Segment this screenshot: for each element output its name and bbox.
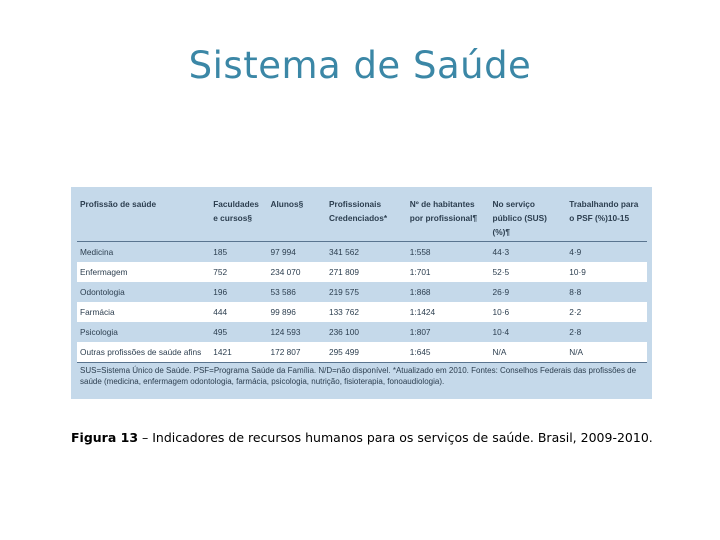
cell-inhabitants: 1:558 <box>407 242 490 263</box>
header-inhabitants-per-professional: Nº de habitantes por profissional¶ <box>409 199 478 223</box>
cell-psf: 10·9 <box>566 262 647 282</box>
header-psf: Trabalhando para o PSF (%)10-15 <box>569 199 639 223</box>
cell-psf: 2·8 <box>566 322 647 342</box>
table-header-row <box>77 191 647 242</box>
cell-profession: Enfermagem <box>77 262 210 282</box>
header-public-service: No serviço público (SUS) (%)¶ <box>492 199 547 237</box>
cell-faculties: 752 <box>210 262 267 282</box>
cell-credentialed: 341 562 <box>326 242 407 263</box>
table-row <box>77 262 647 282</box>
cell-faculties: 1421 <box>210 342 267 363</box>
cell-inhabitants: 1:1424 <box>407 302 490 322</box>
header-profession: Profissão de saúde <box>80 199 157 209</box>
cell-credentialed: 295 499 <box>326 342 407 363</box>
cell-psf: 8·8 <box>566 282 647 302</box>
cell-students: 99 896 <box>268 302 326 322</box>
figure-caption <box>71 430 691 445</box>
cell-inhabitants: 1:701 <box>407 262 490 282</box>
cell-profession: Outras profissões de saúde afins <box>77 342 210 363</box>
cell-faculties: 495 <box>210 322 267 342</box>
header-faculties: Faculdades e cursos§ <box>213 199 259 223</box>
cell-public-service: 10·4 <box>490 322 567 342</box>
cell-psf: 4·9 <box>566 242 647 263</box>
cell-students: 234 070 <box>268 262 326 282</box>
figure-label: Figura 13 <box>71 430 139 445</box>
cell-credentialed: 271 809 <box>326 262 407 282</box>
table-row <box>77 242 647 263</box>
table-row <box>77 342 647 363</box>
cell-credentialed: 236 100 <box>326 322 407 342</box>
cell-public-service: 52·5 <box>490 262 567 282</box>
cell-public-service: 44·3 <box>490 242 567 263</box>
cell-inhabitants: 1:868 <box>407 282 490 302</box>
cell-inhabitants: 1:645 <box>407 342 490 363</box>
cell-students: 97 994 <box>268 242 326 263</box>
figure-caption-text: – Indicadores de recursos humanos para os serviços de saúde. Brasil, 2009-2010. <box>138 430 653 445</box>
cell-profession: Psicologia <box>77 322 210 342</box>
cell-psf: 2·2 <box>566 302 647 322</box>
table-row <box>77 322 647 342</box>
header-students: Alunos§ <box>270 199 304 209</box>
cell-students: 124 593 <box>268 322 326 342</box>
cell-inhabitants: 1:807 <box>407 322 490 342</box>
cell-credentialed: 133 762 <box>326 302 407 322</box>
page-title: Sistema de Saúde <box>188 44 532 87</box>
cell-public-service: 26·9 <box>490 282 567 302</box>
table-row <box>77 282 647 302</box>
cell-students: 172 807 <box>268 342 326 363</box>
table-footnote: SUS=Sistema Único de Saúde. PSF=Programa Saúde da Família. N/D=não disponível. *Atualizado em 2010. Fontes: Conselhos Federais das profissões de saúde (medicina, enfermagem odontologia, farmácia, psicologia, nutrição, fisioterapia, fonoaudiologia). <box>80 366 637 386</box>
data-table-figure <box>71 187 652 399</box>
cell-profession: Odontologia <box>77 282 210 302</box>
cell-profession: Farmácia <box>77 302 210 322</box>
cell-psf: N/A <box>566 342 647 363</box>
cell-credentialed: 219 575 <box>326 282 407 302</box>
cell-public-service: 10·6 <box>490 302 567 322</box>
cell-public-service: N/A <box>490 342 567 363</box>
table-row <box>77 302 647 322</box>
cell-faculties: 185 <box>210 242 267 263</box>
cell-faculties: 196 <box>210 282 267 302</box>
cell-profession: Medicina <box>77 242 210 263</box>
header-credentialed: Profissionais Credenciados* <box>328 199 388 223</box>
cell-faculties: 444 <box>210 302 267 322</box>
indicators-table <box>77 191 647 363</box>
cell-students: 53 586 <box>268 282 326 302</box>
